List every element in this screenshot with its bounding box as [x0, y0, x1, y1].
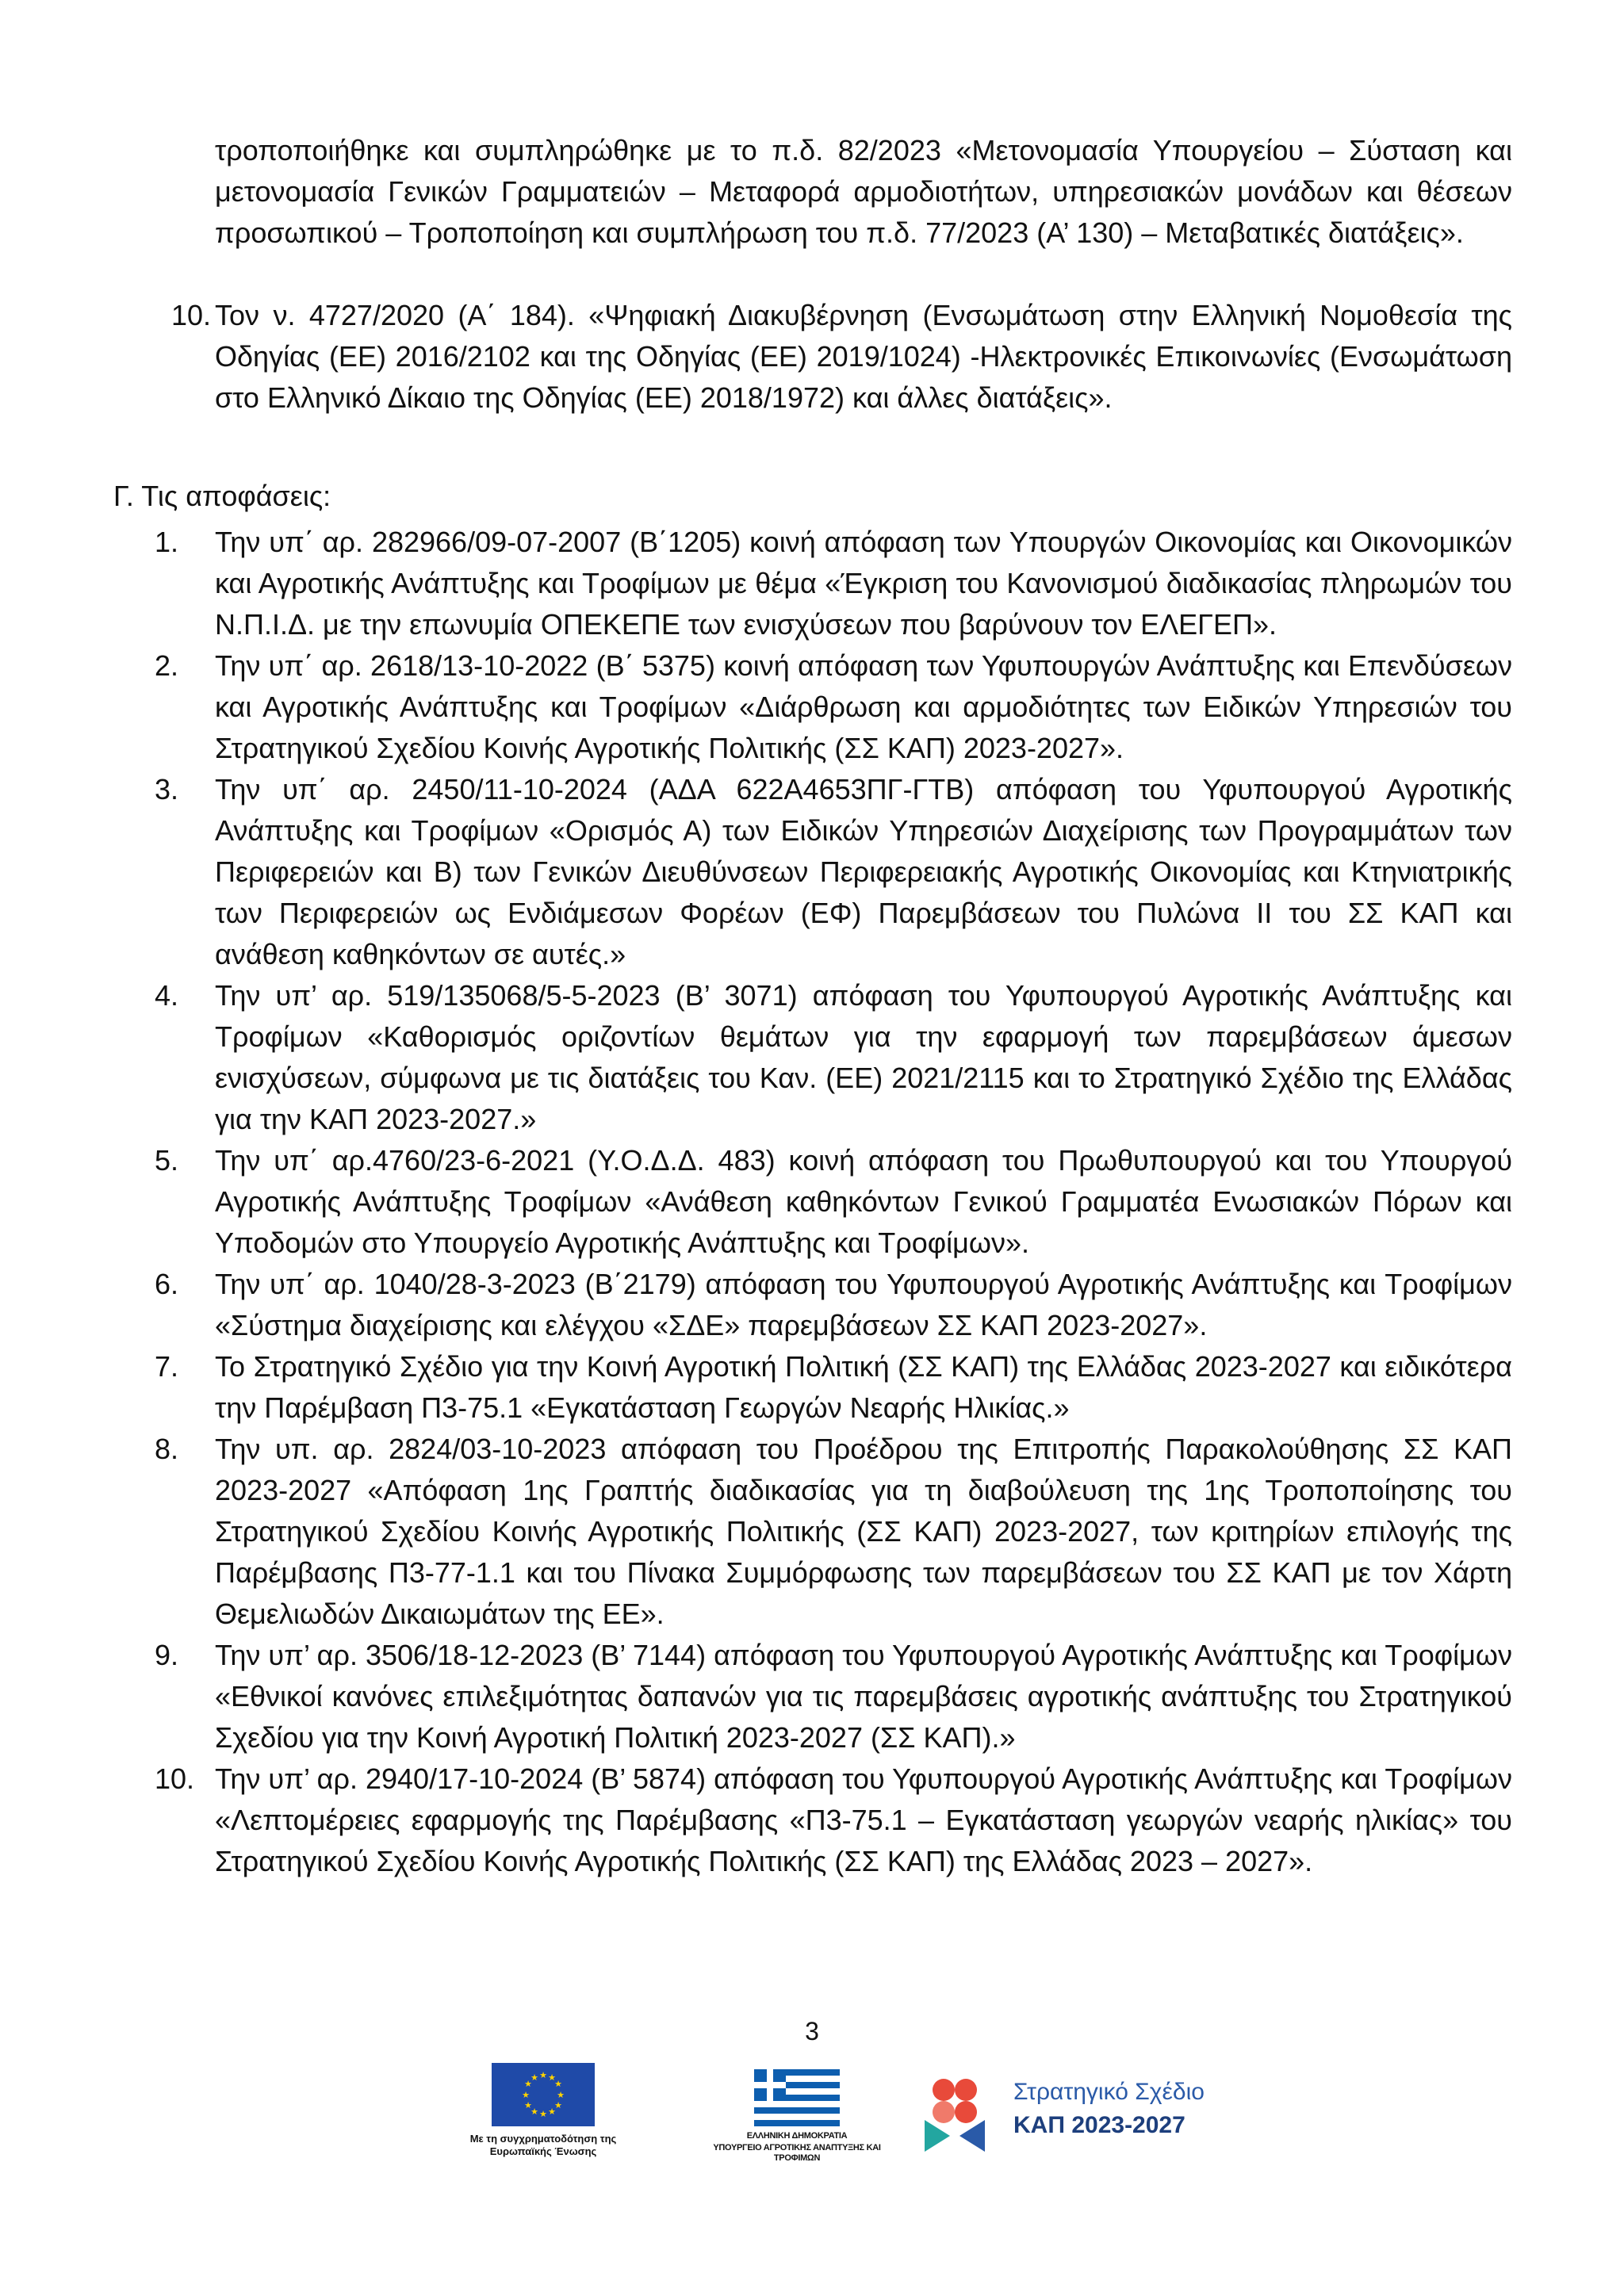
svg-text:★: ★	[539, 2070, 547, 2080]
eu-flag-icon	[492, 2063, 595, 2126]
ministry-caption-line2: ΥΠΟΥΡΓΕΙΟ ΑΓΡΟΤΙΚΗΣ ΑΝΑΠΤΥΞΗΣ ΚΑΙ ΤΡΟΦΙΜΩΝ	[713, 2143, 881, 2163]
greek-flag-icon	[749, 2069, 845, 2126]
list-item-number: 10.	[171, 299, 212, 331]
list-item	[155, 769, 1512, 975]
list-item-number: 10.	[155, 1762, 195, 1795]
list-item-text: Την υπ΄ αρ.4760/23-6-2021 (Υ.Ο.Δ.Δ. 483) κοινή απόφαση του Πρωθυπουργού και του Υπουργού Αγροτικής Ανάπτυξης Τροφίμων «Ανάθεση καθηκόντων Γενικού Γραμματέα Ενωσιακών Πόρων και Υποδομών στο Υπουργείο Αγροτικής Ανάπτυξης και Τροφίμων».	[215, 1144, 1512, 1259]
list-item	[171, 295, 1512, 419]
kap-line2: ΚΑΠ 2023-2027	[1013, 2112, 1185, 2138]
svg-text:★: ★	[524, 2100, 532, 2110]
svg-text:★: ★	[548, 2107, 556, 2117]
eu-caption: Με τη συγχρηματοδότηση της Ευρωπαϊκής Ένωσης	[469, 2133, 617, 2157]
kap-line1: Στρατηγικό Σχέδιο	[1013, 2079, 1205, 2105]
svg-text:★: ★	[557, 2090, 565, 2100]
list-item-text: Την υπ’ αρ. 519/135068/5-5-2023 (Β’ 3071) απόφαση του Υφυπουργού Αγροτικής Ανάπτυξης και Τροφίμων «Καθορισμός οριζοντίων θεμάτων για την εφαρμογή των παρεμβάσεων άμεσων ενισχύσεων, σύμφωνα με τις διατάξεις του Καν. (ΕΕ) 2021/2115 και το Στρατηγικό Σχέδιο της Ελλάδας για την ΚΑΠ 2023-2027.»	[215, 979, 1512, 1135]
list-item	[155, 522, 1512, 645]
svg-text:★: ★	[530, 2072, 538, 2083]
list-item-number: 2.	[155, 649, 179, 682]
list-item-text: Την υπ’ αρ. 2940/17-10-2024 (Β’ 5874) απόφαση του Υφυπουργού Αγροτικής Ανάπτυξης και Τροφίμων «Λεπτομέρειες εφαρμογής της Παρέμβασης «Π3-75.1 – Εγκατάσταση γεωργών νεαρής ηλικίας» του Στρατηγικού Σχεδίου Κοινής Αγροτικής Πολιτικής (ΣΣ ΚΑΠ) της Ελλάδας 2023 – 2027».	[215, 1762, 1512, 1877]
list-item-text: Την υπ΄ αρ. 2450/11-10-2024 (ΑΔΑ 622Α4653ΠΓ-ΓΤΒ) απόφαση του Υφυπουργού Αγροτικής Ανάπτυξης και Τροφίμων «Ορισμός Α) των Ειδικών Υπηρεσιών Διαχείρισης των Προγραμμάτων των Περιφερειών και Β) των Γενικών Διευθύνσεων Περιφερειακής Αγροτικής Οικονομίας και Κτηνιατρικής των Περιφερειών ως Ενδιάμεσων Φορέων (ΕΦ) Παρεμβάσεων του Πυλώνα ΙΙ του ΣΣ ΚΑΠ και ανάθεση καθηκόντων σε αυτές.»	[215, 773, 1512, 970]
svg-text:★: ★	[554, 2079, 562, 2089]
svg-text:★: ★	[524, 2079, 532, 2089]
list-item	[155, 1429, 1512, 1635]
list-item	[155, 1758, 1512, 1882]
eu-cofunding-logo	[468, 2063, 619, 2158]
svg-text:★: ★	[530, 2107, 538, 2117]
ministry-caption-line1: ΕΛΛΗΝΙΚΗ ΔΗΜΟΚΡΑΤΙΑ	[746, 2131, 848, 2141]
svg-text:★: ★	[548, 2072, 556, 2083]
list-item-number: 8.	[155, 1433, 179, 1465]
list-item	[155, 645, 1512, 769]
list-item	[155, 975, 1512, 1140]
svg-text:★: ★	[554, 2100, 562, 2110]
list-item	[155, 1264, 1512, 1346]
list-item-number: 7.	[155, 1350, 179, 1383]
continuation-paragraph: τροποποιήθηκε και συμπληρώθηκε με το π.δ. 82/2023 «Μετονομασία Υπουργείου – Σύσταση και μετονομασία Γενικών Γραμματειών – Μεταφορά αρμοδιοτήτων, υπηρεσιακών μονάδων και θέσεων προσωπικού – Τροποποίηση και συμπλήρωση του π.δ. 77/2023 (Α’ 130) – Μεταβατικές διατάξεις».	[215, 134, 1512, 249]
section-heading: Γ. Τις αποφάσεις:	[113, 480, 331, 512]
ministry-logo	[698, 2069, 896, 2164]
list-item	[155, 1346, 1512, 1429]
list-item	[155, 1140, 1512, 1264]
kap-strategic-plan-logo	[920, 2074, 1221, 2153]
list-item-text: Την υπ΄ αρ. 2618/13-10-2022 (Β΄ 5375) κοινή απόφαση των Υφυπουργών Ανάπτυξης και Επενδύσεων και Αγροτικής Ανάπτυξης και Τροφίμων «Διάρθρωση και αρμοδιότητες των Ειδικών Υπηρεσιών του Στρατηγικού Σχεδίου Κοινής Αγροτικής Πολιτικής (ΣΣ ΚΑΠ) 2023-2027».	[215, 649, 1512, 764]
list-item-number: 6.	[155, 1268, 179, 1300]
list-item	[155, 1635, 1512, 1758]
list-item-number: 5.	[155, 1144, 179, 1177]
list-item-number: 9.	[155, 1639, 179, 1671]
page-number: 3	[805, 2017, 819, 2045]
list-item-text: Την υπ. αρ. 2824/03-10-2023 απόφαση του Προέδρου της Επιτροπής Παρακολούθησης ΣΣ ΚΑΠ 2023-2027 «Απόφαση 1ης Γραπτής διαδικασίας για τη διαβούλευση της 1ης Τροποποίησης του Στρατηγικού Σχεδίου Κοινής Αγροτικής Πολιτικής (ΣΣ ΚΑΠ) 2023-2027, των κριτηρίων επιλογής της Παρέμβασης Π3-77-1.1 και του Πίνακα Συμμόρφωσης των παρεμβάσεων του ΣΣ ΚΑΠ με τον Χάρτη Θεμελιωδών Δικαιωμάτων της ΕΕ».	[215, 1433, 1512, 1630]
list-item-number: 4.	[155, 979, 179, 1012]
list-item-number: 3.	[155, 773, 179, 806]
svg-text:★: ★	[522, 2090, 530, 2100]
list-item-text: Το Στρατηγικό Σχέδιο για την Κοινή Αγροτική Πολιτική (ΣΣ ΚΑΠ) της Ελλάδας 2023-2027 και ειδικότερα την Παρέμβαση Π3-75.1 «Εγκατάσταση Γεωργών Νεαρής Ηλικίας.»	[215, 1350, 1512, 1424]
footer-logos	[0, 2063, 1624, 2182]
decisions-list	[155, 522, 1512, 1882]
list-item-text: Την υπ΄ αρ. 1040/28-3-2023 (Β΄2179) απόφαση του Υφυπουργού Αγροτικής Ανάπτυξης και Τροφίμων «Σύστημα διαχείρισης και ελέγχου «ΣΔΕ» παρεμβάσεων ΣΣ ΚΑΠ 2023-2027».	[215, 1268, 1512, 1341]
list-item-text: Την υπ΄ αρ. 282966/09-07-2007 (Β΄1205) κοινή απόφαση των Υπουργών Οικονομίας και Οικονομικών και Αγροτικής Ανάπτυξης και Τροφίμων με θέμα «Έγκριση του Κανονισμού διαδικασίας πληρωμών του Ν.Π.Ι.Δ. με την επωνυμία ΟΠΕΚΕΠΕ των ενισχύσεων που βαρύνουν τον ΕΛΕΓΕΠ».	[215, 526, 1512, 641]
kap-emblem-icon	[920, 2074, 1007, 2153]
list-item-number: 1.	[155, 526, 179, 558]
svg-text:★: ★	[539, 2109, 547, 2119]
list-item-text: Τον ν. 4727/2020 (Α΄ 184). «Ψηφιακή Διακυβέρνηση (Ενσωμάτωση στην Ελληνική Νομοθεσία της Οδηγίας (ΕΕ) 2016/2102 και της Οδηγίας (ΕΕ) 2019/1024) -Ηλεκτρονικές Επικοινωνίες (Ενσωμάτωση στο Ελληνικό Δίκαιο της Οδηγίας (ΕΕ) 2018/1972) και άλλες διατάξεις».	[215, 299, 1512, 414]
list-item-text: Την υπ’ αρ. 3506/18-12-2023 (Β’ 7144) απόφαση του Υφυπουργού Αγροτικής Ανάπτυξης και Τροφίμων «Εθνικοί κανόνες επιλεξιμότητας δαπανών για τις παρεμβάσεις αγροτικής ανάπτυξης του Στρατηγικού Σχεδίου για την Κοινή Αγροτική Πολιτική 2023-2027 (ΣΣ ΚΑΠ).»	[215, 1639, 1512, 1754]
